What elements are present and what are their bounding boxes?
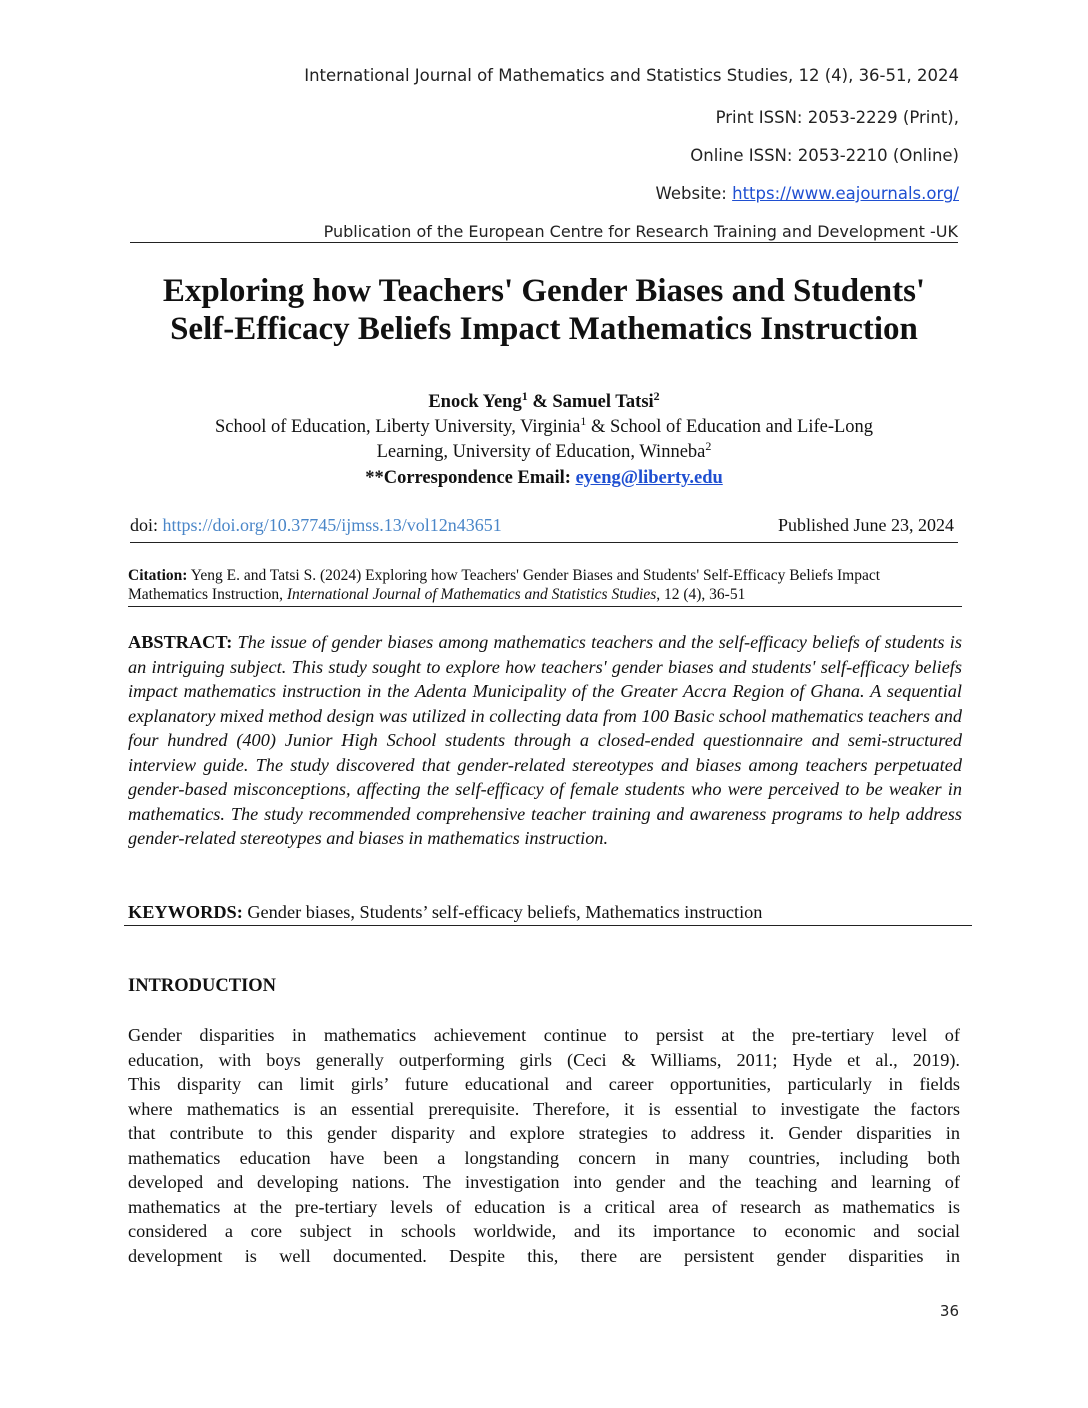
website-line — [656, 184, 959, 203]
affiliation-line-1 — [0, 413, 1088, 438]
paragraph-line: developed and developing nations. The investigation into gender and the teaching and learning of — [128, 1172, 960, 1192]
abstract — [128, 630, 962, 851]
website-label: Website: — [655, 184, 733, 203]
doi-link[interactable]: https://doi.org/10.37745/ijmss.13/vol12n43651 — [162, 515, 502, 535]
affil-1a: School of Education, Liberty University, Virginia — [214, 417, 581, 437]
paragraph-line: education, with boys generally outperforming girls (Ceci & Williams, 2011; Hyde et al., 2019). — [128, 1049, 960, 1070]
citation-label: Citation: — [128, 567, 188, 584]
website-link[interactable]: https://www.eajournals.org/ — [732, 184, 959, 203]
section-heading: INTRODUCTION — [128, 976, 277, 996]
email-label: **Correspondence Email: — [365, 468, 576, 488]
paragraph-line: development is well documented. Despite this, there are persistent gender disparities in — [128, 1245, 960, 1266]
citation-tail: , 12 (4), 36-51 — [656, 586, 746, 603]
abstract-text: The issue of gender biases among mathematics teachers and the self-efficacy beliefs of students is an intriguing subject. This study sought to explore how teachers' gender biases and students' self-efficacy beliefs impact mathematics instruction in the Adenta Municipality of the Greater Accra Region of Ghana. A sequential explanatory mixed method design was utilized in collecting data from 100 Basic school mathematics teachers and four hundred (400) Junior High School students through a closed-ended questionnaire and semi-structured interview guide. The study discovered that gender-related stereotypes and biases among teachers perpetuated gender-based misconceptions, affecting the self-efficacy of female students who were perceived to be weaker in mathematics. The study recommended comprehensive teacher training and awareness programs to help address gender-related stereotypes and biases in mathematics instruction. — [128, 632, 962, 848]
author-1-sup: 1 — [521, 388, 528, 403]
author-line — [0, 388, 1088, 413]
affil-2-sup: 2 — [705, 438, 712, 453]
affil-1-sup: 1 — [580, 413, 587, 428]
author-1: Enock Yeng — [428, 392, 522, 412]
author-2: Samuel Tatsi — [552, 392, 654, 412]
author-2-sup: 2 — [653, 388, 660, 403]
author-separator: & — [527, 392, 553, 412]
paragraph-line: considered a core subject in schools worldwide, and its importance to economic and social — [128, 1221, 960, 1241]
paragraph-line: This disparity can limit girls’ future educational and career opportunities, particularly in fields — [128, 1074, 960, 1094]
title-line-2: Self-Efficacy Beliefs Impact Mathematics Instruction — [170, 311, 918, 347]
paragraph-line: that contribute to this gender disparity and explore strategies to address it. Gender disparities in — [128, 1123, 960, 1143]
doi-label: doi: — [130, 515, 163, 535]
affiliation-line-2 — [0, 438, 1088, 463]
paragraph-line: where mathematics is an essential prerequisite. Therefore, it is essential to investigate the factors — [128, 1098, 960, 1119]
affil-1b: & School of Education and Life-Long — [586, 417, 874, 437]
correspondence-line — [0, 468, 1088, 489]
keywords-label: KEYWORDS: — [128, 902, 243, 922]
email-link[interactable]: eyeng@liberty.edu — [575, 468, 723, 488]
published-date: Published June 23, 2024 — [777, 515, 954, 535]
keywords-text: Gender biases, Students’ self-efficacy beliefs, Mathematics instruction — [242, 902, 763, 922]
online-issn: Online ISSN: 2053-2210 (Online) — [690, 146, 959, 165]
abstract-label: ABSTRACT: — [128, 632, 233, 652]
paper-title — [90, 272, 998, 348]
paragraph-line: mathematics at the pre-tertiary levels of education is a critical area of research as mathematics is — [128, 1196, 960, 1217]
citation-text: Yeng E. and Tatsi S. (2024) Exploring how Teachers' Gender Biases and Students' Self-Efficacy Beliefs Impact Mathematics Instruction, — [128, 567, 881, 603]
keywords — [124, 902, 972, 926]
title-line-1: Exploring how Teachers' Gender Biases and Students' — [162, 273, 926, 309]
introduction-body — [128, 1023, 960, 1268]
doi-row — [130, 515, 958, 543]
page-number: 36 — [939, 1302, 959, 1320]
publisher-text: Publication of the European Centre for Research Training and Development -UK — [323, 222, 958, 241]
paragraph-line: Gender disparities in mathematics achievement continue to persist at the pre-tertiary level of — [128, 1025, 960, 1045]
citation — [128, 566, 962, 607]
journal-header: International Journal of Mathematics and Statistics Studies, 12 (4), 36-51, 2024 — [304, 66, 959, 85]
paragraph-line: mathematics education have been a longstanding concern in many countries, including both — [128, 1147, 960, 1168]
print-issn: Print ISSN: 2053-2229 (Print), — [715, 108, 959, 127]
header-rule — [130, 242, 958, 243]
affil-2: Learning, University of Education, Winneba — [376, 442, 706, 462]
citation-journal: International Journal of Mathematics and Statistics Studies — [286, 586, 657, 603]
